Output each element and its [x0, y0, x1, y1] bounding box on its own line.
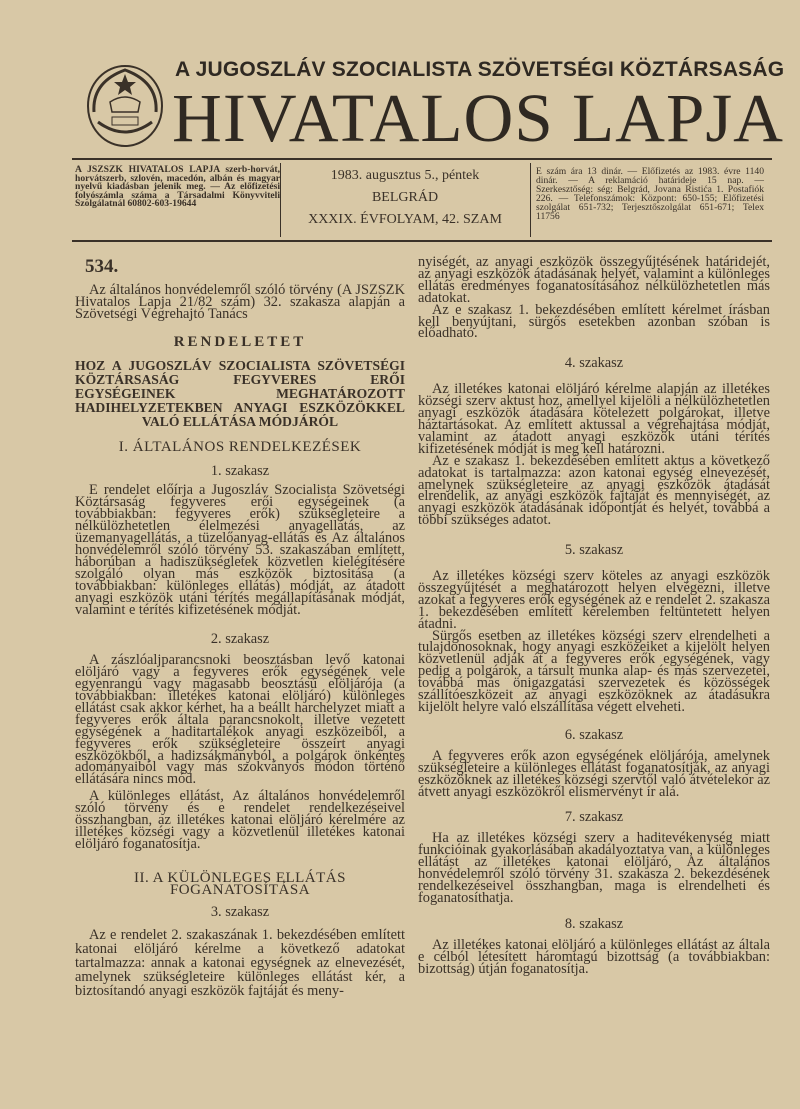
publication-title: HIVATALOS LAPJA	[172, 80, 785, 156]
section-heading: 5. szakasz	[564, 542, 624, 559]
issue-date: 1983. augusztus 5., péntek	[330, 168, 480, 183]
issue-volume: XXXIX. ÉVFOLYAM, 42. SZAM	[308, 212, 502, 227]
paragraph: Az e szakasz 1. bekezdésében említett aktus a következő adatokat is tartalmazza: azon katonai egység elnevezését, amelynek szükségleteire az anyagi eszközök átadását elrendelik, az anyagi eszközök fajtáját és mennyiségét, az anyagi eszközök átadásának időpontját és helyét, továbbá a többi szükséges adatot.	[418, 452, 770, 529]
paragraph: A fegyveres erők azon egységének elöljárója, amelynek szükségleteire a különleges ellátást foganatosítják, az anyagi eszközöknek az illetékes községi szervtől való átvételekor az átvett anyagi eszközökről elismervényt ír alá.	[418, 747, 770, 800]
section-heading: 6. szakasz	[564, 726, 624, 743]
paragraph: Az illetékes községi szerv köteles az anyagi eszközök összegyűjtését a meghatározott helyen elvégezni, illetve azokat a fegyveres erők egységének az e rendelet 2. szakasza 1. bekezdésében említett kérelemben feltüntetett helyen átadni.	[418, 568, 770, 632]
section-heading: 7. szakasz	[564, 809, 624, 826]
paragraph: nyiségét, az anyagi eszközök összegyűjtésének határidejét, az anyagi eszközök átadásának helyét, valamint a különleges ellátás eredményes foganatosításához nélkülözhetetlen más adatokat.	[418, 254, 770, 306]
issue-city: BELGRÁD	[371, 190, 439, 205]
paragraph: A zászlóaljparancsnoki beosztásban levő katonai elöljáró vagy a fegyveres erők egységének vele egyenrangú vagy magasabb beosztású elöljárója (a továbbiakban: illetékes katonai elöljáró) különleges ellátást csak akkor kérhet, ha a beállt harchelyzet miatt a fegyveres erők általa parancsnokolt, illetve vezetett egységének a haditartalékok anyagi eszközeiből, a fegyveres erők szükségleteire összeírt anyagi eszközökből, a hadizsákmányból, a polgárok önkéntes adományaiból vagy más szokványos módon történő ellátására nincs mód.	[75, 652, 405, 788]
section-heading: 2. szakasz	[210, 631, 270, 648]
decree-title: HOZ A JUGOSZLÁV SZOCIALISTA SZÖVETSÉGI KÖZTÁRSASÁG FEGYVERES ERŐI EGYSÉGEINEK MEGHATÁROZOTT HADIHELYZETEKBEN ANYAGI ESZKÖZÖKKEL VALÓ ELLÁTÁSA MÓDJÁRÓL	[75, 357, 405, 430]
paragraph: A különleges ellátást, Az általános honvédelemről szóló törvény és e rendelet rendelkezéseivel összhangban, az illetékes katonai elöljáró kérelmére az illetékes községi vagy a közvetlenül illetékes katonai elöljáró foganatosítja.	[75, 788, 405, 852]
paragraph: E rendelet előírja a Jugoszláv Szocialista Szövetségi Köztársaság fegyveres erői egységeinek (a továbbiakban: fegyveres erők) szükségleteire a nélkülözhetetlen élelmezési anyagellátás, az üzemanyagellátás, a tüzelőanyag-ellátás és Az általános honvédelemről szóló törvény 53. szakaszában említett, háborúban a hadiszükségletek közvetlen kielégítésére szolgáló olyan más eszközök biztositása (a továbbiakban: különleges ellátás) módját, az átadott anyagi eszközök utáni térítés megállapításának módját, valamint e térítés kifizetésének módját.	[75, 482, 405, 618]
section-heading: 3. szakasz	[210, 903, 270, 920]
section-heading: 8. szakasz	[564, 915, 624, 932]
publication-info-left: A JSZSZK HIVATALOS LAPJA szerb-horvát, horvátszerb, szlovén, macedón, albán és magyar nyelvű kiadásban jelenik meg. — Az előfizetési folyószámla száma a Társadalmi Könyvviteli Szolgálatnál 60802-603-19644	[75, 164, 280, 210]
masthead-rule-bottom	[72, 240, 772, 242]
paragraph: Az e rendelet 2. szakaszának 1. bekezdésében említett katonai elöljáró kérelme a következő adatokat tartalmazza: annak a katonai egységnek az elnevezését, amelynek szükségleteire különleges ellátást kér, a biztosítandó anyagi eszközök fajtáját és meny-	[75, 926, 405, 999]
paragraph: Ha az illetékes községi szerv a haditevékenység miatt funkcióinak gyakorlásában akadályoztatva van, a különleges ellátást az illetékes katonai elöljáró, Az általános honvédelemről szóló törvény 31. szakasza 2. bekezdésének rendelkezéseivel összhangban, maga is elrendelheti és foganatosíthatja.	[418, 830, 770, 906]
divider	[530, 163, 531, 237]
paragraph: Az e szakasz 1. bekezdésében említett kérelmet írásban kell benyújtani, sürgős esetekben azonban szóban is előadható.	[418, 301, 770, 342]
state-emblem-icon	[84, 62, 166, 152]
decree-label: RENDELETET	[173, 333, 307, 350]
publication-supertitle: A JUGOSZLÁV SZOCIALISTA SZÖVETSÉGI KÖZTÁRSASÁG	[175, 58, 785, 81]
divider	[280, 163, 281, 237]
intro-paragraph: Az általános honvédelemről szóló törvény (A JSZSZK Hivatalos Lapja 21/82 szám) 32. szakasza alapján a Szövetségi Végrehajtó Tanács	[75, 282, 405, 322]
issue-info	[290, 168, 520, 234]
masthead-rule-top	[72, 158, 772, 160]
decree-number: 534.	[85, 256, 119, 277]
publication-info-right: E szám ára 13 dinár. — Előfizetés az 1983. évre 1140 dinár. — A reklamáció határideje 15 nap. — Szerkesztőség: ség: Belgrád, Jovana Ristića 1. Postafiók 226. — Telefonszámok: Központ: 650-155; Előfizetési szolgálat 651-732; Terjesztőszolgálat 651-671; Telex 11756	[536, 166, 764, 222]
chapter-heading-1: I. ÁLTALÁNOS RENDELKEZÉSEK	[118, 438, 362, 455]
paragraph: Sürgős esetben az illetékes községi szerv elrendelheti a tulajdonosoknak, hogy anyagi eszközeiket a kijelölt helyen közvetlenül adják át a fegyveres erők egységének, vagy pedig a polgárok, a társult munka alap- és más szervezetei, továbbá más önigazgatási szervezetek és közösségek szállítóeszközeit az anyagi eszközöknek az átadásukra kijelölt helyre való elszállítása végett elveheti.	[418, 627, 770, 715]
section-heading: 4. szakasz	[564, 355, 624, 372]
section-heading: 1. szakasz	[210, 462, 270, 479]
chapter-heading-2: II. A KÜLÖNLEGES ELLÁTÁS FOGANATOSÍTÁSA	[134, 869, 346, 898]
paragraph: Az illetékes katonai elöljáró kérelme alapján az illetékes községi szerv aktust hoz, amellyel kijelöli a nélkülözhetetlen anyagi eszközök átadására kötelezett polgárokat, illetve háztartásokat. Az említett aktussal a végrehajtása módját, valamint az átadott anyagi eszközök utáni térítés kifizetésének módját is meg kell határozni.	[418, 381, 770, 457]
paragraph: Az illetékes katonai elöljáró a különleges ellátást az általa e célból létesített háromtagú bizottság (a továbbiakban: bizottság) útján foganatosítja.	[418, 936, 770, 977]
right-column	[418, 254, 770, 977]
left-column	[75, 282, 405, 999]
